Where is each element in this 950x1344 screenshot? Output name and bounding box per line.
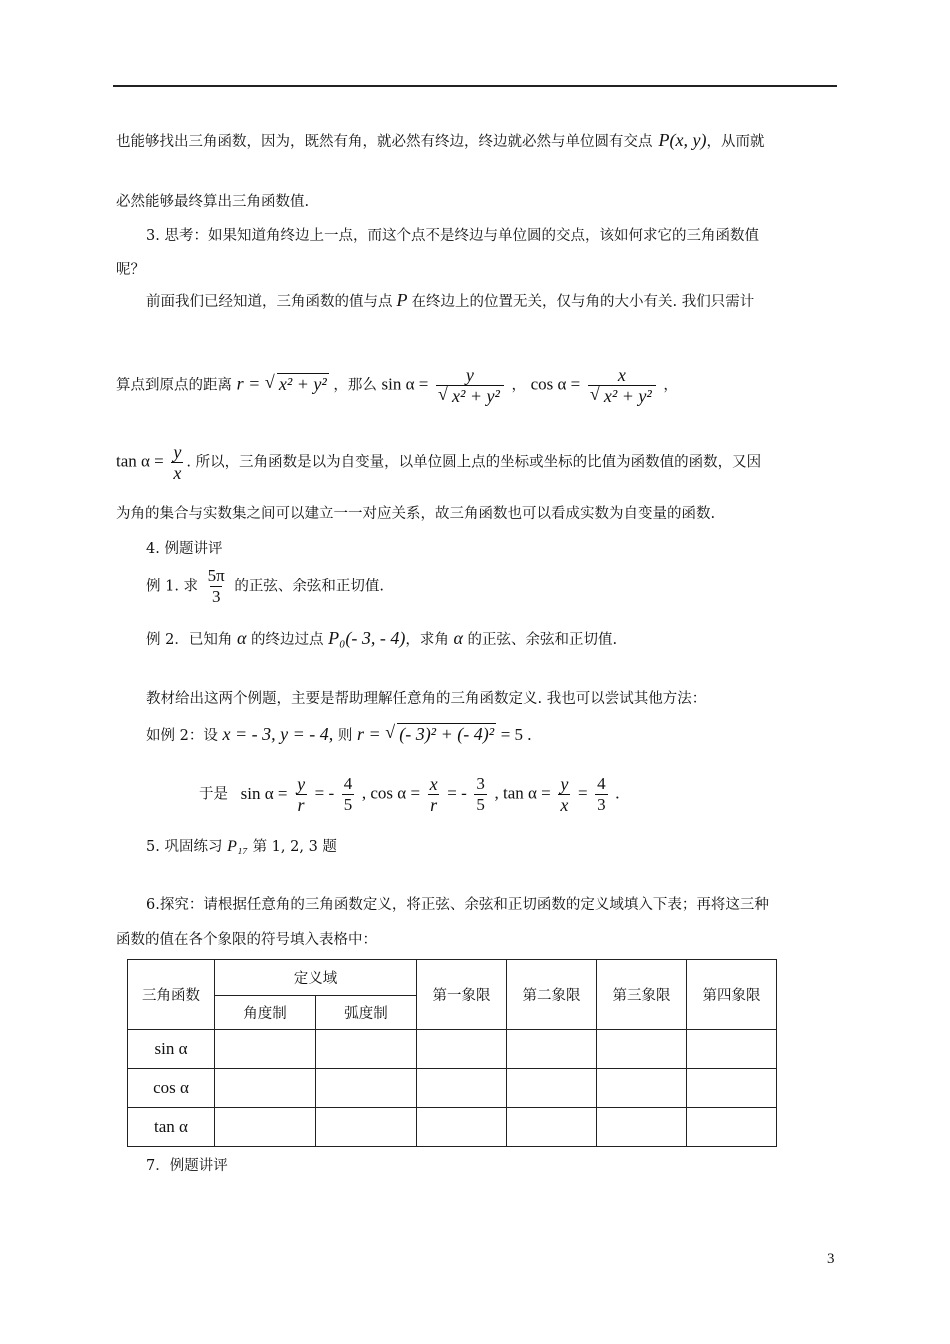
math-point: P₀(- 3, - 4) [328,628,406,648]
cell-empty[interactable] [215,1030,316,1069]
section-7-heading: 7．例题讲评 [146,1158,228,1174]
tan-definition-line [116,442,761,483]
cell-empty[interactable] [507,1069,597,1108]
numerator: x [617,365,626,385]
cell-empty[interactable] [597,1069,687,1108]
text: 在终边上的位置无关，仅与角的大小有关. 我们只需计 [411,294,755,310]
text: 如例 2：设 [146,728,218,744]
header-q2: 第二象限 [507,960,597,1030]
denominator: x² + y² [451,386,500,406]
cell-empty[interactable] [417,1108,507,1147]
numerator: y [173,442,182,462]
math-r: r = [236,373,261,394]
paragraph-15: 6.探究：请根据任意角的三角函数定义，将正弦、余弦和正切函数的定义域填入下表；再将这三种 [146,897,769,913]
text: 也能够找出三角函数，因为，既然有角，就必然有终边，终边就必然与单位圆有交点 [116,134,653,150]
math-alpha: α [453,628,463,648]
math-sin: sin α = [240,783,288,803]
cell-empty[interactable] [417,1069,507,1108]
math-sin: sin α = [381,374,429,394]
text: 的正弦、余弦和正切值. [467,632,618,648]
paragraph-2: 必然能够最终算出三角函数值. [116,194,310,210]
row-sin: sin α [128,1030,215,1069]
radicand: x² + y² [278,373,327,394]
math-cos: cos α = [530,374,581,394]
denominator: x [173,463,182,483]
text: 5. 巩固练习 [146,839,223,855]
text: 例 2．已知角 [146,632,233,648]
trig-sign-table [127,959,777,1147]
cell-empty[interactable] [597,1108,687,1147]
page-number: 3 [827,1251,835,1267]
sqrt-radius [265,374,329,395]
row-tan: tan α [128,1108,215,1147]
example-2 [146,628,617,649]
math-point: P(x, y) [658,130,707,150]
text: 则 [337,728,353,744]
header-rule [113,85,837,87]
row-cos: cos α [128,1069,215,1108]
numerator: y [465,365,474,385]
text: 的终边过点 [251,632,324,648]
paragraph-4 [146,290,754,311]
text: 前面我们已经知道，三角函数的值与点 [146,294,393,310]
paragraph-3: 3. 思考：如果知道角终边上一点，而这个点不是终边与单位圆的交点，该如何求它的三角函数值 [146,228,759,244]
math-tan: tan α = [116,451,164,471]
math-alpha: α [236,628,247,648]
cell-empty[interactable] [687,1030,777,1069]
paragraph-16: 函数的值在各个象限的符号填入表格中： [116,932,377,948]
text: 第 1, 2, 3 题 [252,839,337,855]
denominator: 3 [211,587,221,606]
fraction-sin [436,365,504,406]
cell-empty[interactable] [316,1030,417,1069]
fraction: $\frac{4}{3}$ [597,774,606,814]
paragraph-7: 为角的集合与实数集之间可以建立一一对应关系，故三角函数也可以看成实数为自变量的函数. [116,506,716,522]
math-p: P [396,290,408,310]
sqrt [385,724,496,745]
math-tan: , tan α = [494,783,551,803]
cell-empty[interactable] [507,1108,597,1147]
example-1 [146,566,384,607]
header-q4: 第四象限 [687,960,777,1030]
text: ， [511,377,526,394]
fraction-5pi-3 [206,566,227,607]
cell-empty[interactable] [417,1030,507,1069]
header-degree: 角度制 [215,996,316,1030]
text: 例 1. 求 [146,578,199,595]
numerator: 5π [207,566,225,585]
radicand: (- 3)² + (- 4)² [399,724,495,744]
cell-empty[interactable] [687,1069,777,1108]
fraction: $\frac{y}{x}$ [560,774,569,815]
header-domain: 定义域 [215,960,417,996]
distance-formula-line [116,365,678,406]
paragraph-11: 教材给出这两个例题，主要是帮助理解任意角的三角函数定义. 我也可以尝试其他方法： [146,691,707,707]
fraction: $\frac{4}{5}$ [343,774,353,814]
fraction: $\frac{y}{r}$ [297,774,306,815]
section-5-heading [146,835,337,856]
fraction: $\frac{x}{r}$ [429,774,438,815]
text: 算点到原点的距离 [116,377,232,394]
text: ， [663,377,678,394]
header-q1: 第一象限 [417,960,507,1030]
cell-empty[interactable] [215,1069,316,1108]
example-2-method [146,724,532,745]
section-4-heading: 4. 例题讲评 [146,541,223,557]
text: ，那么 [333,377,377,394]
text: ，求角 [405,632,449,648]
header-function: 三角函数 [128,960,215,1030]
cell-empty[interactable] [316,1069,417,1108]
math-r: r = [356,724,381,744]
text: ，从而就 [706,134,765,150]
text: . 所以，三角函数是以为自变量，以单位圆上点的坐标或坐标的比值为函数值的函数，又因 [186,454,762,471]
cell-empty[interactable] [687,1108,777,1147]
math-page-ref: P₁₇ [227,838,248,855]
text: 的正弦、余弦和正切值. [234,578,384,595]
text: 于是 [199,786,228,803]
cell-empty[interactable] [215,1108,316,1147]
paragraph-1 [116,130,764,151]
cell-empty[interactable] [597,1030,687,1069]
fraction-cos [588,365,656,406]
header-q3: 第三象限 [597,960,687,1030]
math-result: = 5 . [500,725,532,744]
example-2-results: 于是 sin α = $\frac{y}{r}$ = - $\frac{4}{5}$ , cos α = $\frac{x}{r}$ = - $\frac{3}{5}$ , tan α = $\frac{y}{x}$ = $\frac{4}{3}$ . [199,774,620,815]
fraction: $\frac{3}{5}$ [476,774,485,814]
header-radian: 弧度制 [316,996,417,1030]
math-xy: x = - 3, y = - 4, [222,724,334,744]
cell-empty[interactable] [507,1030,597,1069]
fraction-tan [171,442,183,483]
denominator: x² + y² [603,386,652,406]
cell-empty[interactable] [316,1108,417,1147]
math-cos: , cos α = [361,783,421,803]
paragraph-3-cont: 呢？ [116,262,145,278]
